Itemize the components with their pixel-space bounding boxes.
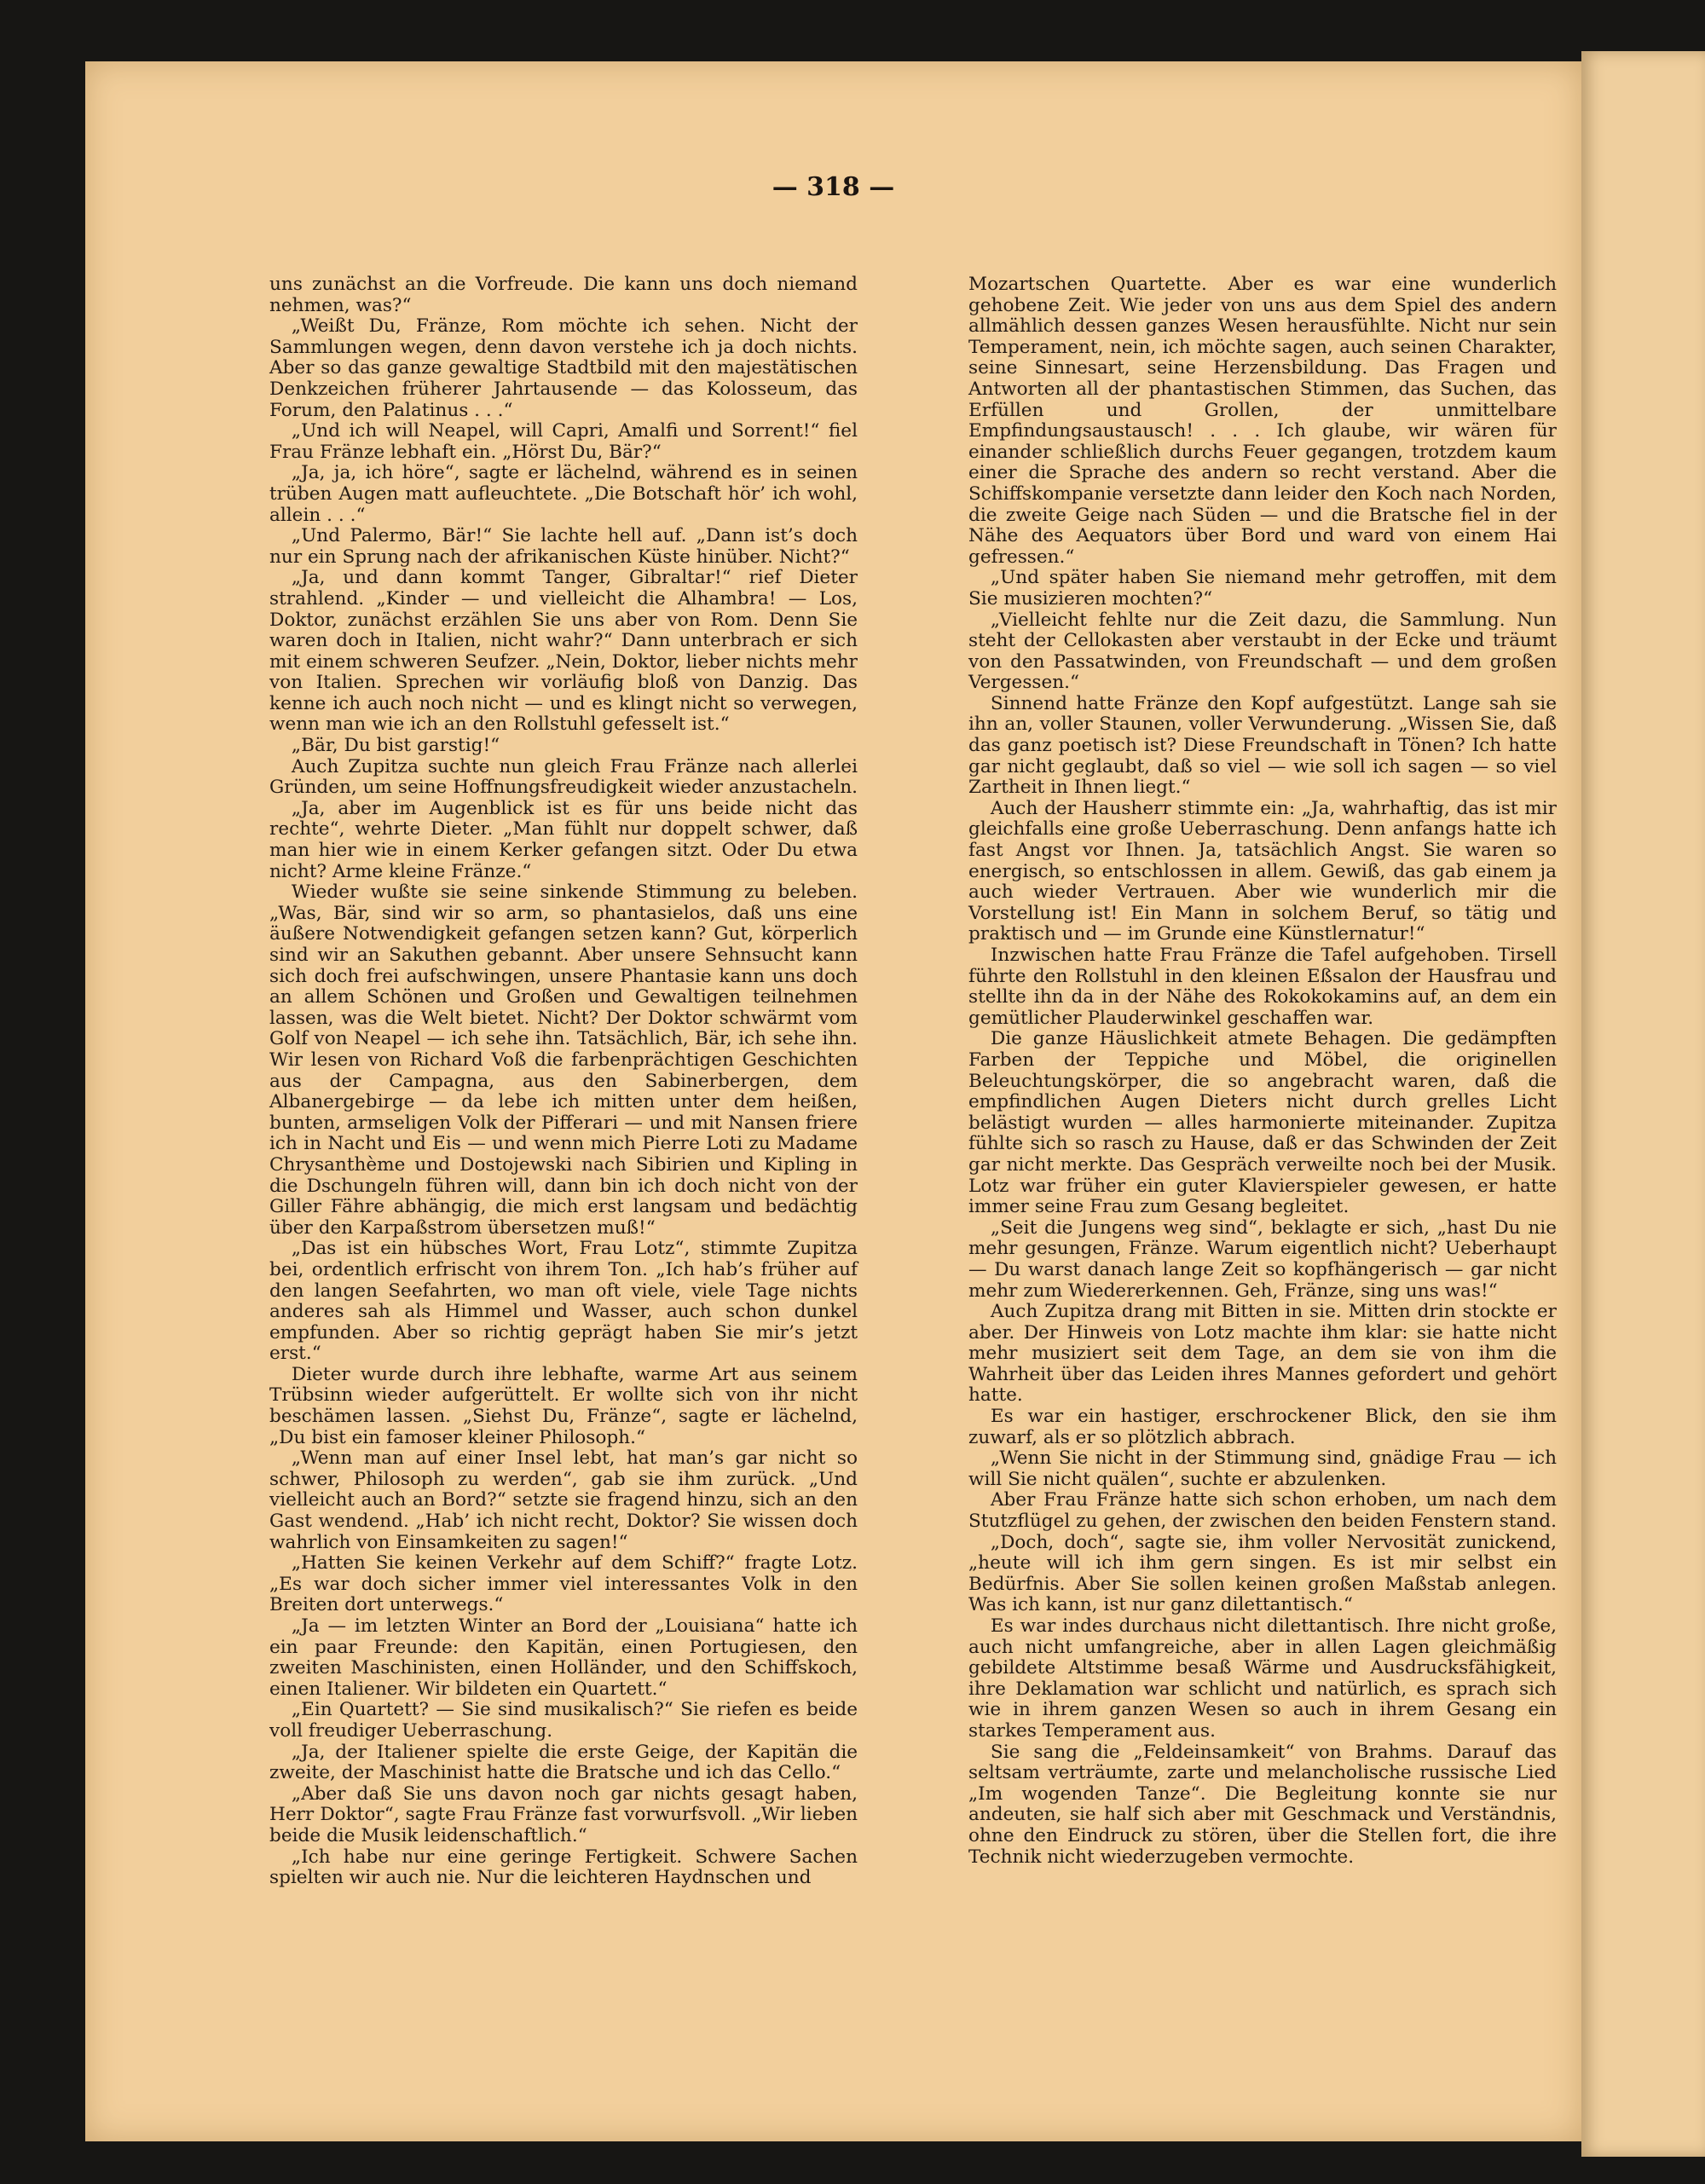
paragraph: Wieder wußte sie seine sinkende Stimmung zu beleben. „Was, Bär, sind wir so arm, so phantasielos, daß uns eine äußere Notwendigkeit gefangen setzen kann? Gut, körperlich sind wir an Sakuthen gebannt. Aber unsere Sehnsucht kann sich doch frei aufschwingen, unsere Phantasie kann uns doch an allem Schönen und Großen und Gewaltigen teilnehmen lassen, was die Welt bietet. Nicht? Der Doktor schwärmt vom Golf von Neapel — ich sehe ihn. Tatsächlich, Bär, ich sehe ihn. Wir lesen von Richard Voß die farbenprächtigen Geschichten aus der Campagna, aus den Sabinerbergen, dem Albanergebirge — da lebe ich mitten unter dem heißen, bunten, armseligen Volk der Pifferari — und mit Nansen friere ich in Nacht und Eis — und wenn mich Pierre Loti zu Madame Chrysanthème und Dostojewski nach Sibirien und Kipling in die Dschungeln führen will, dann bin ich doch nicht von der Giller Fähre abhängig, die mich erst langsam und bedächtig über den Karpaßstrom übersetzen muß!“ bbox=[269, 881, 858, 1239]
paragraph: Auch der Hausherr stimmte ein: „Ja, wahrhaftig, das ist mir gleichfalls eine große Ueberraschung. Denn anfangs hatte ich fast Angst vor Ihnen. Ja, tatsächlich Angst. Sie waren so energisch, so entschlossen in allem. Gewiß, das gab einem ja auch wieder Vertrauen. Aber wie wunderlich mir die Vorstellung ist! Ein Mann in solchem Beruf, so tätig und praktisch und — im Grunde eine Künstlernatur!“ bbox=[968, 797, 1557, 945]
paragraph: „Weißt Du, Fränze, Rom möchte ich sehen. Nicht der Sammlungen wegen, denn davon verstehe ich ja doch nichts. Aber so das ganze gewaltige Stadtbild mit den majestätischen Denkzeichen früherer Jahrtausende — das Kolosseum, das Forum, den Palatinus . . .“ bbox=[269, 315, 858, 421]
adjacent-page-edge bbox=[1581, 51, 1705, 2157]
paragraph: „Das ist ein hübsches Wort, Frau Lotz“, stimmte Zupitza bei, ordentlich erfrischt von ihrem Ton. „Ich hab’s früher auf den langen Seefahrten, wo man oft viele, viele Tage nichts anderes sah als Himmel und Wasser, auch schon dunkel empfunden. Aber so richtig geprägt haben Sie mir’s jetzt erst.“ bbox=[269, 1238, 858, 1365]
paragraph: „Ja, und dann kommt Tanger, Gibraltar!“ rief Dieter strahlend. „Kinder — und vielleicht die Alhambra! — Los, Doktor, zunächst erzählen Sie uns aber von Rom. Denn Sie waren doch in Italien, nicht wahr?“ Dann unterbrach er sich mit einem schweren Seufzer. „Nein, Doktor, lieber nichts mehr von Italien. Sprechen wir vorläufig bloß von Danzig. Das kenne ich auch noch nicht — und es klingt nicht so verwegen, wenn man wie ich an den Rollstuhl gefesselt ist.“ bbox=[269, 567, 858, 736]
paragraph: „Und Palermo, Bär!“ Sie lachte hell auf. „Dann ist’s doch nur ein Sprung nach der afrikanischen Küste hinüber. Nicht?“ bbox=[269, 525, 858, 568]
paragraph: „Ja, der Italiener spielte die erste Geige, der Kapitän die zweite, der Maschinist hatte die Bratsche und ich das Cello.“ bbox=[269, 1741, 858, 1784]
paragraph: „Ja, aber im Augenblick ist es für uns beide nicht das rechte“, wehrte Dieter. „Man fühlt nur doppelt schwer, daß man hier wie in einem Kerker gefangen sitzt. Oder Du etwa nicht? Arme kleine Fränze.“ bbox=[269, 797, 858, 882]
paragraph: Dieter wurde durch ihre lebhafte, warme Art aus seinem Trübsinn wieder aufgerüttelt. Er wollte sich von ihr nicht beschämen lassen. „Siehst Du, Fränze“, sagte er lächelnd, „Du bist ein famoser kleiner Philosoph.“ bbox=[269, 1363, 858, 1448]
paragraph: Inzwischen hatte Frau Fränze die Tafel aufgehoben. Tirsell führte den Rollstuhl in den kleinen Eßsalon der Hausfrau und stellte ihn da in der Nähe des Rokokokamins auf, an dem ein gemütlicher Plauderwinkel geschaffen war. bbox=[968, 945, 1557, 1029]
paragraph: Sinnend hatte Fränze den Kopf aufgestützt. Lange sah sie ihn an, voller Staunen, voller Verwunderung. „Wissen Sie, daß das ganz poetisch ist? Diese Freundschaft in Tönen? Ich hatte gar nicht geglaubt, daß so viel — wie soll ich sagen — so viel Zartheit in Ihnen liegt.“ bbox=[968, 692, 1557, 799]
paragraph: „Und ich will Neapel, will Capri, Amalfi und Sorrent!“ fiel Frau Fränze lebhaft ein. „Hörst Du, Bär?“ bbox=[269, 420, 858, 463]
paragraph: „Doch, doch“, sagte sie, ihm voller Nervosität zunickend, „heute will ich ihm gern singen. Es ist mir selbst ein Bedürfnis. Aber Sie sollen keinen großen Maßstab anlegen. Was ich kann, ist nur ganz dilettantisch.“ bbox=[968, 1531, 1557, 1616]
document-page bbox=[85, 61, 1581, 2141]
right-column bbox=[968, 274, 1557, 1868]
paragraph: Es war ein hastiger, erschrockener Blick, den sie ihm zuwarf, als er so plötzlich abbrach. bbox=[968, 1406, 1557, 1448]
paragraph: Auch Zupitza suchte nun gleich Frau Fränze nach allerlei Gründen, um seine Hoffnungsfreudigkeit wieder anzustacheln. bbox=[269, 755, 858, 799]
paragraph: Es war indes durchaus nicht dilettantisch. Ihre nicht große, auch nicht umfangreiche, aber in allen Lagen gleichmäßig gebildete Altstimme besaß Wärme und Ausdrucksfähigkeit, ihre Deklamation war schlicht und natürlich, es sprach sich wie in ihrem ganzen Wesen so auch in ihrem Gesang ein starkes Temperament aus. bbox=[968, 1615, 1557, 1742]
paragraph: uns zunächst an die Vorfreude. Die kann uns doch niemand nehmen, was?“ bbox=[269, 274, 858, 316]
paragraph: Mozartschen Quartette. Aber es war eine wunderlich gehobene Zeit. Wie jeder von uns aus dem Spiel des andern allmählich dessen ganzes Wesen herausfühlte. Nicht nur sein Temperament, nein, ich möchte sagen, auch seinen Charakter, seine Sinnesart, seine Herzensbildung. Das Fragen und Antworten all der phantastischen Stimmen, das Suchen, das Erfüllen und Grollen, der unmittelbare Empfindungsaustausch! . . . Ich glaube, wir wären für einander schließlich durchs Feuer gegangen, trotzdem kaum einer die Sprache des andern so recht verstand. Aber die Schiffskompanie versetzte dann leider den Koch nach Norden, die zweite Geige nach Süden — und die Bratsche fiel in der Nähe des Aequators über Bord und ward von einem Hai gefressen.“ bbox=[968, 274, 1557, 568]
paragraph: Sie sang die „Feldeinsamkeit“ von Brahms. Darauf das seltsam verträumte, zarte und melancholische russische Lied „Im wogenden Tanze“. Die Begleitung konnte sie nur andeuten, sie half sich aber mit Geschmack und Verständnis, ohne den Eindruck zu stören, über die Stellen fort, die ihre Technik nicht wiederzugeben vermochte. bbox=[968, 1741, 1557, 1868]
paragraph: Auch Zupitza drang mit Bitten in sie. Mitten drin stockte er aber. Der Hinweis von Lotz machte ihm klar: sie hatte nicht mehr musiziert seit dem Tage, an dem sie von ihm die Wahrheit über das Leiden ihres Mannes gefordert und gehört hatte. bbox=[968, 1301, 1557, 1407]
paragraph: „Ja, ja, ich höre“, sagte er lächelnd, während es in seinen trüben Augen matt aufleuchtete. „Die Botschaft hör’ ich wohl, allein . . .“ bbox=[269, 462, 858, 526]
paragraph: Aber Frau Fränze hatte sich schon erhoben, um nach dem Stutzflügel zu gehen, der zwischen den beiden Fenstern stand. bbox=[968, 1489, 1557, 1533]
paragraph: „Bär, Du bist garstig!“ bbox=[291, 735, 500, 757]
paragraph: „Ja — im letzten Winter an Bord der „Louisiana“ hatte ich ein paar Freunde: den Kapitän, einen Portugiesen, den zweiten Maschinisten, einen Holländer, und den Schiffskoch, einen Italiener. Wir bildeten ein Quartett.“ bbox=[269, 1615, 858, 1700]
paragraph: „Wenn man auf einer Insel lebt, hat man’s gar nicht so schwer, Philosoph zu werden“, gab sie ihm zurück. „Und vielleicht auch an Bord?“ setzte sie fragend hinzu, sich an den Gast wendend. „Hab’ ich nicht recht, Doktor? Sie wissen doch wahrlich von Einsamkeiten zu sagen!“ bbox=[269, 1447, 858, 1553]
page-number: — 318 — bbox=[772, 172, 895, 202]
paragraph: „Und später haben Sie niemand mehr getroffen, mit dem Sie musizieren mochten?“ bbox=[968, 567, 1557, 610]
paragraph: „Seit die Jungens weg sind“, beklagte er sich, „hast Du nie mehr gesungen, Fränze. Warum eigentlich nicht? Ueberhaupt — Du warst danach lange Zeit so kopfhängerisch — gar nicht mehr zum Wiedererkennen. Geh, Fränze, sing uns was!“ bbox=[968, 1216, 1557, 1302]
paragraph: „Ich habe nur eine geringe Fertigkeit. Schwere Sachen spielten wir auch nie. Nur die leichteren Haydnschen und bbox=[269, 1846, 858, 1889]
paragraph: Die ganze Häuslichkeit atmete Behagen. Die gedämpften Farben der Teppiche und Möbel, die originellen Beleuchtungskörper, die so angebracht waren, daß die empfindlichen Augen Dieters nicht durch grelles Licht belästigt wurden — alles harmonierte miteinander. Zupitza fühlte sich so rasch zu Hause, daß er das Schwinden der Zeit gar nicht merkte. Das Gespräch verweilte noch bei der Musik. Lotz war früher ein guter Klavierspieler gewesen, er hatte immer seine Frau zum Gesang begleitet. bbox=[968, 1028, 1557, 1218]
left-column bbox=[269, 274, 858, 1889]
paragraph: „Ein Quartett? — Sie sind musikalisch?“ Sie riefen es beide voll freudiger Ueberraschung. bbox=[269, 1699, 858, 1742]
paragraph: „Vielleicht fehlte nur die Zeit dazu, die Sammlung. Nun steht der Cellokasten aber verstaubt in der Ecke und träumt von den Passatwinden, von Freundschaft — und dem großen Vergessen.“ bbox=[968, 609, 1557, 694]
paragraph: „Aber daß Sie uns davon noch gar nichts gesagt haben, Herr Doktor“, sagte Frau Fränze fast vorwurfsvoll. „Wir lieben beide die Musik leidenschaftlich.“ bbox=[269, 1782, 858, 1846]
paragraph: „Hatten Sie keinen Verkehr auf dem Schiff?“ fragte Lotz. „Es war doch sicher immer viel interessantes Volk in den Breiten dort unterwegs.“ bbox=[269, 1552, 858, 1616]
paragraph: „Wenn Sie nicht in der Stimmung sind, gnädige Frau — ich will Sie nicht quälen“, suchte er abzulenken. bbox=[968, 1447, 1557, 1490]
